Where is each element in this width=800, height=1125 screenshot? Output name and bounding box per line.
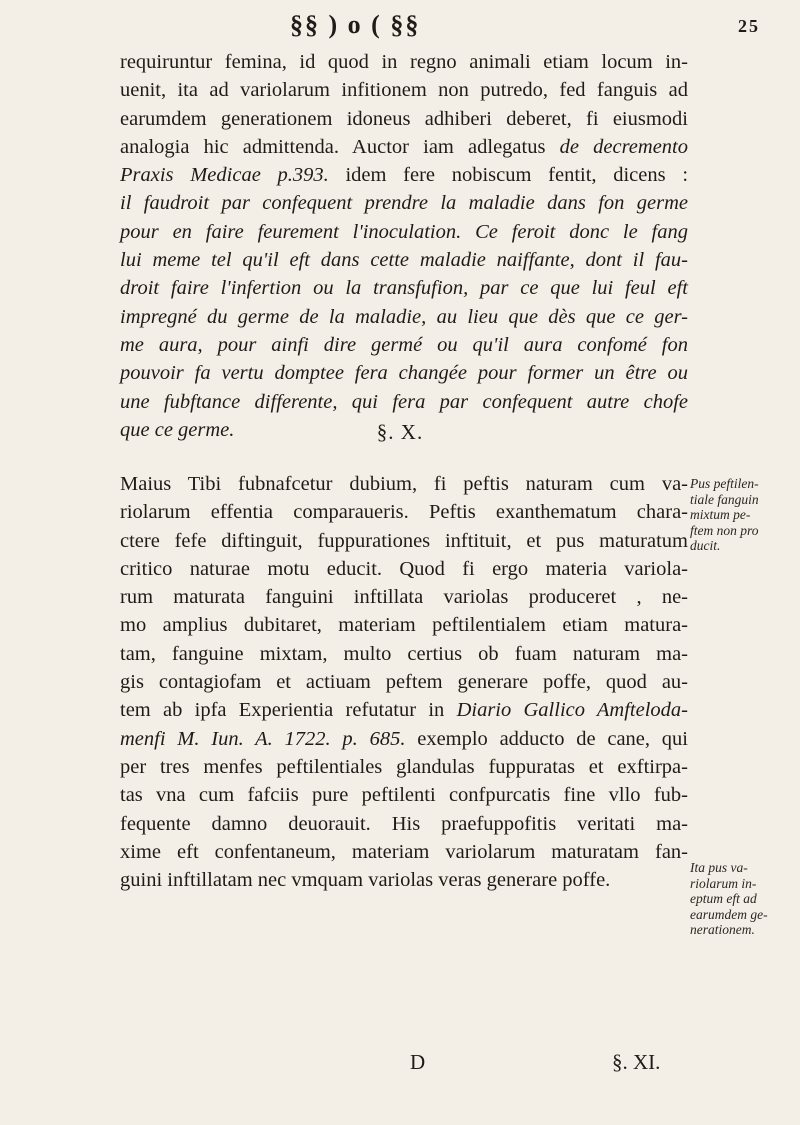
text-line — [120, 696, 688, 724]
running-header — [290, 6, 760, 46]
text-line — [120, 527, 688, 555]
text-line — [120, 76, 688, 104]
margin-note-line: eptum eft ad — [690, 891, 757, 906]
text-run: analogia hic admittenda. Auctor iam adlegatus — [120, 135, 560, 158]
page-footer — [0, 1050, 800, 1080]
text-run: tem ab ipfa Experientia refutatur in — [120, 699, 457, 722]
page-number: 25 — [738, 16, 760, 36]
italic-text: pouvoir fa vertu domptee fera changée pour former un être ou — [120, 362, 688, 385]
text-run: per tres menfes peftilentiales glandulas fuppuratas et exftirpa- — [120, 755, 688, 778]
text-line — [120, 838, 688, 866]
text-line — [120, 359, 688, 387]
text-line — [120, 583, 688, 611]
text-line — [120, 781, 688, 809]
text-run: rum maturata fanguini inftillata variolas produceret , ne- — [120, 586, 688, 609]
section-heading: §. X. — [376, 420, 424, 444]
text-run: requiruntur femina, id quod in regno animali etiam locum in- — [120, 51, 688, 73]
text-line — [120, 274, 688, 302]
margin-note-line: ducit. — [690, 538, 721, 553]
text-line — [120, 498, 688, 526]
text-line — [120, 48, 688, 76]
margin-note-line: earumdem ge- — [690, 906, 768, 922]
text-run: uenit, ita ad variolarum infitionem non putredo, fed fanguis ad — [120, 79, 688, 102]
margin-note-line: nerationem. — [690, 922, 755, 937]
margin-note-line: ftem non pro — [690, 522, 759, 538]
margin-note-line: Ita pus va- — [690, 860, 748, 875]
text-line — [120, 725, 688, 753]
text-run: guini inftillatam nec vmquam variolas veras generare poffe. — [120, 869, 611, 892]
margin-note-line: mixtum pe- — [690, 507, 751, 522]
italic-text: lui meme tel qu'il eft dans cette maladie naiffante, dont il fau- — [120, 249, 688, 272]
italic-text: il faudroit par confequent prendre la maladie dans fon germe — [120, 192, 688, 215]
text-run: idem fere nobiscum fentit, dicens : — [328, 164, 689, 187]
margin-note-2 — [690, 860, 798, 938]
text-run: earumdem generationem idoneus adhiberi deberet, fi eiusmodi — [120, 107, 688, 130]
text-run: exemplo adducto de cane, qui — [405, 727, 688, 750]
text-run: Maius Tibi fubnafcetur dubium, fi peftis naturam cum va- — [120, 473, 688, 495]
italic-text: une fubftance differente, qui fera par confequent autre chofe — [120, 390, 688, 413]
signature-mark: D — [410, 1050, 426, 1074]
header-ornament: §§ ) o ( §§ — [290, 10, 421, 39]
italic-text: droit faire l'infertion ou la transfufion, par ce que lui feul eft — [120, 277, 688, 300]
margin-note-1 — [690, 476, 798, 554]
text-line — [120, 218, 688, 246]
text-run: tam, fanguine mixtam, multo certius ob fuam naturam ma- — [120, 642, 688, 665]
italic-text: de decremento — [559, 135, 688, 158]
text-line — [120, 470, 688, 498]
paragraph-2 — [120, 470, 688, 894]
text-line — [120, 189, 688, 217]
text-line — [120, 611, 688, 639]
italic-text: pour en faire feurement l'inoculation. Ce feroit donc le fang — [120, 220, 688, 243]
text-line — [120, 105, 688, 133]
margin-note-line: riolarum in- — [690, 875, 757, 891]
text-run: gis contagiofam et actiuam peftem generare poffe, quod au- — [120, 671, 688, 694]
text-run: mo amplius dubitaret, materiam peftilentialem etiam matura- — [120, 614, 688, 637]
text-line — [120, 246, 688, 274]
italic-text: me aura, pour ainfi dire germé ou qu'il aura confomé fon — [120, 333, 688, 356]
text-run: ctere fefe diftinguit, fuppurationes inftituit, et pus maturatum — [120, 529, 688, 552]
text-line — [120, 555, 688, 583]
text-line — [120, 161, 688, 189]
italic-text: menfi M. Iun. A. 1722. p. 685. — [120, 727, 406, 750]
text-run: tas vna cum fafciis pure peftilenti confpurcatis fine vllo fub- — [120, 784, 688, 807]
italic-text: Praxis Medicae p.393. — [120, 164, 329, 187]
text-line — [120, 133, 688, 161]
text-line — [120, 810, 688, 838]
text-line — [120, 640, 688, 668]
text-line — [120, 866, 688, 894]
paragraph-1 — [120, 48, 688, 444]
italic-text: que ce germe. — [120, 418, 235, 441]
text-run: xime eft confentaneum, materiam variolarum maturatam fan- — [120, 840, 688, 863]
italic-text: Diario Gallico Amfteloda- — [456, 699, 688, 722]
text-run: critico naturae motu educit. Quod fi ergo materia variola- — [120, 557, 688, 580]
text-run: fequente damno deuorauit. His praefuppofitis veritati ma- — [120, 812, 688, 835]
margin-note-line: Pus peftilen- — [690, 476, 759, 491]
text-line — [120, 753, 688, 781]
text-line — [120, 331, 688, 359]
text-line — [120, 303, 688, 331]
text-line — [120, 388, 688, 416]
margin-note-line: tiale fanguin — [690, 491, 759, 507]
text-line — [120, 668, 688, 696]
catchword: §. XI. — [612, 1050, 661, 1074]
text-run: riolarum effentia comparaueris. Peftis exanthematum chara- — [120, 501, 688, 524]
italic-text: impregné du germe de la maladie, au lieu que dès que ce ger- — [120, 305, 688, 328]
